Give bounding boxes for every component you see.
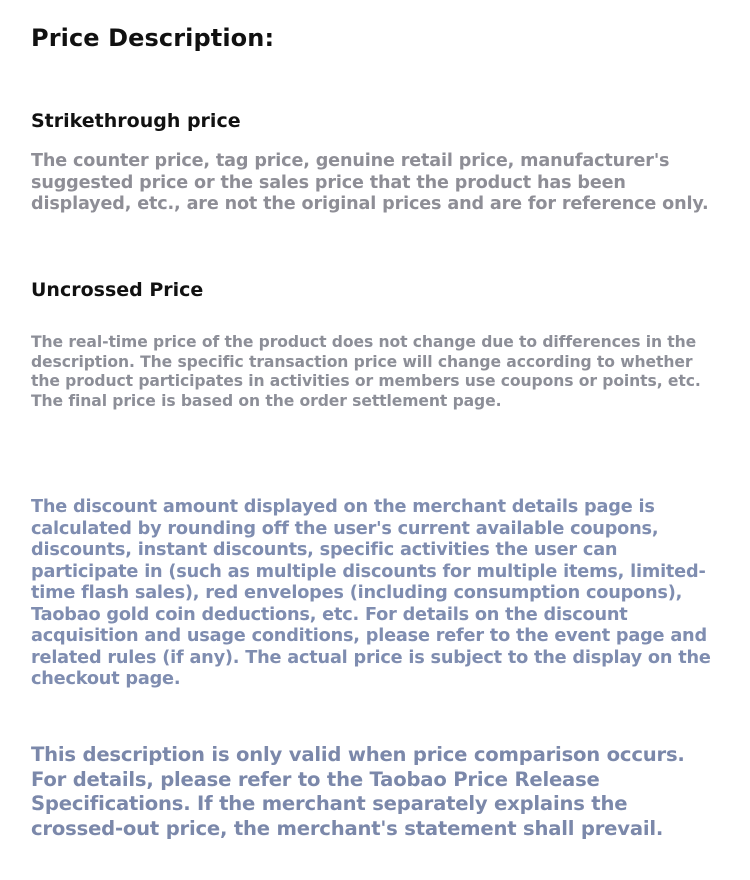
- uncrossed-price-description: The real-time price of the product does not change due to differences in the description. The specific transaction price will change according to whether the product participates in activities or members use coupons or points, etc. The final price is based on the order settlement page.: [31, 333, 701, 410]
- strikethrough-price-description: The counter price, tag price, genuine retail price, manufacturer's suggested price or the sales price that the product has been displayed, etc., are not the original prices and are for reference only.: [31, 151, 709, 214]
- validity-note: This description is only valid when price comparison occurs. For details, please refer to the Taobao Price Release Specifications. If the merchant separately explains the crossed-out price, the merchant's statement shall prevail.: [31, 743, 685, 840]
- uncrossed-price-heading: Uncrossed Price: [31, 279, 204, 301]
- discount-note: The discount amount displayed on the merchant details page is calculated by rounding off the user's current available coupons, discounts, instant discounts, specific activities the user can participate in (such as multiple discounts for multiple items, limited-time flash sales), red envelopes (including consumption coupons), Taobao gold coin deductions, etc. For details on the discount acquisition and usage conditions, please refer to the event page and related rules (if any). The actual price is subject to the display on the checkout page.: [31, 497, 711, 689]
- page-title: Price Description:: [31, 24, 275, 52]
- strikethrough-price-heading: Strikethrough price: [31, 110, 241, 132]
